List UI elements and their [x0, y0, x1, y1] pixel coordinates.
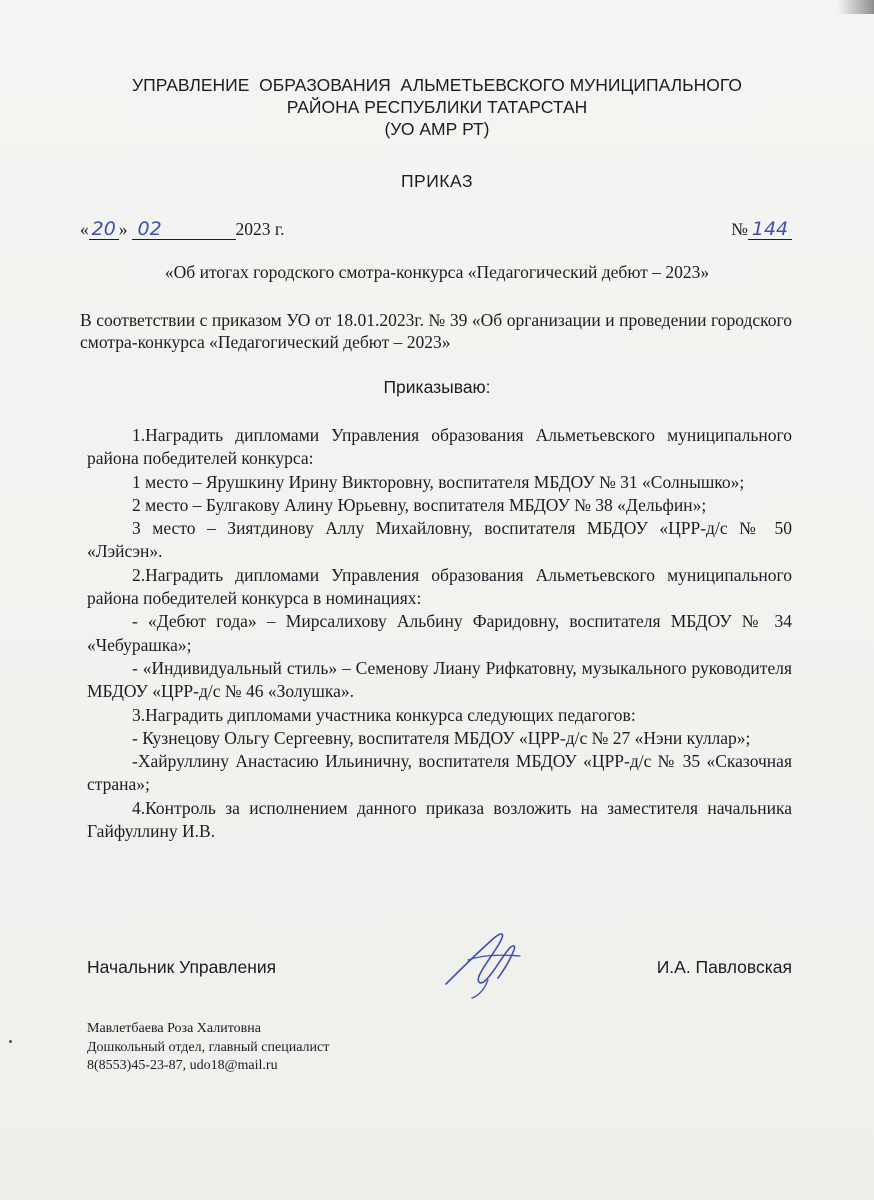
date-year: 2023 г. — [235, 219, 285, 239]
order-item: -Хайруллину Анастасию Ильиничну, воспитателя МБДОУ «ЦРР-д/с № 35 «Сказочная страна»; — [87, 751, 792, 795]
order-title: ПРИКАЗ — [400, 171, 474, 191]
order-item: - «Дебют года» – Мирсалихову Альбину Фаридовну, воспитателя МБДОУ № 34 «Чебурашка»; — [87, 611, 792, 655]
order-item: 4.Контроль за исполнением данного приказа возложить на заместителя начальника Гайфуллину И.В. — [87, 797, 792, 842]
order-item: 1.Наградить дипломами Управления образования Альметьевского муниципального района победителей конкурса: — [87, 425, 792, 469]
preamble: В соответствии с приказом УО от 18.01.2023г. № 39 «Об организации и проведении городского смотра-конкурса «Педагогический дебют – 2023» — [80, 310, 792, 352]
order-item: 1 место – Ярушкину Ирину Викторовну, воспитателя МБДОУ № 31 «Солнышко»; — [132, 471, 745, 492]
order-item: 3.Наградить дипломами участника конкурса следующих педагогов: — [132, 704, 636, 725]
contact-block — [87, 1020, 329, 1076]
order-item: - «Индивидуальный стиль» – Семенову Лиану Рифкатовну, музыкального руководителя МБДОУ «ЦРР-д/с № 46 «Золушка». — [87, 657, 792, 702]
order-date — [80, 217, 284, 241]
header-line-3: (УО АМР РТ) — [384, 119, 490, 139]
date-day: 20 — [89, 219, 119, 240]
header-line-2: РАЙОНА РЕСПУБЛИКИ ТАТАРСТАН — [286, 97, 588, 117]
date-number-row — [80, 217, 792, 241]
scan-speck — [9, 1040, 12, 1043]
contact-name: Мавлетбаева Роза Халитовна — [87, 1021, 261, 1036]
header-line-1: УПРАВЛЕНИЕ ОБРАЗОВАНИЯ АЛЬМЕТЬЕВСКОГО МУНИЦИПАЛЬНОГО — [132, 75, 742, 95]
signature-row — [87, 955, 792, 979]
date-close-quote: » — [118, 219, 128, 239]
order-item: 2 место – Булгакову Алину Юрьевну, воспитателя МБДОУ № 38 «Дельфин»; — [132, 494, 707, 515]
number-value: 144 — [748, 219, 792, 240]
order-item: 2.Наградить дипломами Управления образования Альметьевского муниципального района победителей конкурса в номинациях: — [87, 564, 792, 609]
order-item: - Кузнецову Ольгу Сергеевну, воспитателя МБДОУ «ЦРР-д/с № 27 «Нэни куллар»; — [132, 727, 751, 748]
contact-department: Дошкольный отдел, главный специалист — [87, 1039, 330, 1055]
order-subject: «Об итогах городского смотра-конкурса «Педагогический дебют – 2023» — [164, 262, 710, 282]
date-month: 02 — [132, 219, 236, 240]
date-open-quote: « — [80, 219, 89, 239]
document-header — [0, 74, 874, 140]
signer-name: И.А. Павловская — [656, 957, 792, 977]
contact-phone-email: 8(8553)45-23-87, udo18@mail.ru — [87, 1058, 278, 1073]
order-body — [87, 424, 792, 843]
scan-corner-shadow — [838, 0, 874, 14]
order-item: 3 место – Зиятдинову Аллу Михайловну, воспитателя МБДОУ «ЦРР-д/с № 50 «Лэйсэн». — [87, 518, 792, 562]
order-number — [731, 217, 792, 241]
number-label: № — [731, 219, 748, 239]
signer-position: Начальник Управления — [87, 957, 277, 977]
decree-word: Приказываю: — [383, 377, 491, 397]
